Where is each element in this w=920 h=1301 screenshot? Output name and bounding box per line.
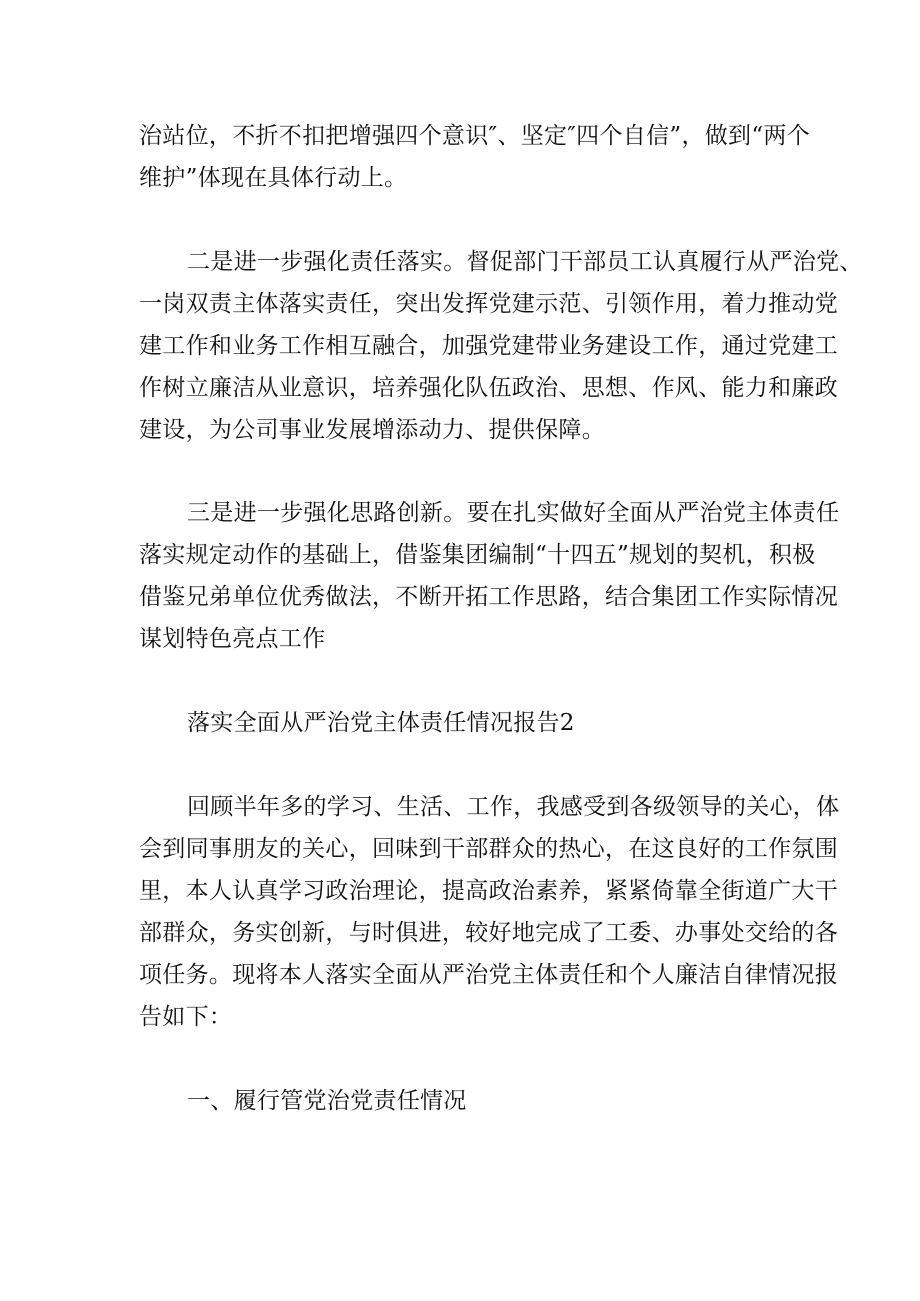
paragraph-2-line-4: 作树立廉洁从业意识，培养强化队伍政治、思想、作风、能力和廉政: [139, 375, 838, 401]
paragraph-2-line-2: 一岗双责主体落实责任，突出发挥党建示范、引领作用，着力推动党: [139, 291, 838, 317]
paragraph-4-line-2: 会到同事朋友的关心，回味到干部群众的热心，在这良好的工作氛围: [139, 836, 838, 862]
paragraph-3-line-1: 三是进一步强化思路创新。要在扎实做好全面从严治党主体责任: [187, 500, 840, 526]
paragraph-3-line-3: 借鉴兄弟单位优秀做法，不断开拓工作思路，结合集团工作实际情况: [139, 584, 838, 610]
paragraph-3-line-4: 谋划特色亮点工作: [139, 626, 326, 652]
heading-1: 一、履行管党治党责任情况: [187, 1088, 467, 1114]
paragraph-4-line-1: 回顾半年多的学习、生活、工作，我感受到各级领导的关心，体: [187, 794, 840, 820]
paragraph-4-line-5: 项任务。现将本人落实全面从严治党主体责任和个人廉洁自律情况报: [139, 962, 838, 988]
paragraph-1-line-2: 维护”体现在具体行动上。: [139, 165, 408, 191]
paragraph-1-line-1: 治站位，不折不扣把增强四个意识″、坚定″四个自信”，做到“两个: [139, 123, 810, 149]
paragraph-2-line-1: 二是进一步强化责任落实。督促部门干部员工认真履行从严治党、: [187, 249, 863, 275]
paragraph-4-line-4: 部群众，务实创新，与时俱进，较好地完成了工委、办事处交给的各: [139, 920, 838, 946]
paragraph-4-line-3: 里，本人认真学习政治理论，提高政治素养，紧紧倚靠全街道广大干: [139, 878, 838, 904]
section-title: 落实全面从严治党主体责任情况报告2: [187, 710, 575, 736]
paragraph-2-line-3: 建工作和业务工作相互融合，加强党建带业务建设工作，通过党建工: [139, 333, 838, 359]
paragraph-3-line-2: 落实规定动作的基础上，借鉴集团编制“十四五”规划的契机，积极: [139, 542, 816, 568]
paragraph-2-line-5: 建设，为公司事业发展增添动力、提供保障。: [139, 417, 605, 443]
paragraph-4-line-6: 告如下：: [139, 1004, 233, 1030]
